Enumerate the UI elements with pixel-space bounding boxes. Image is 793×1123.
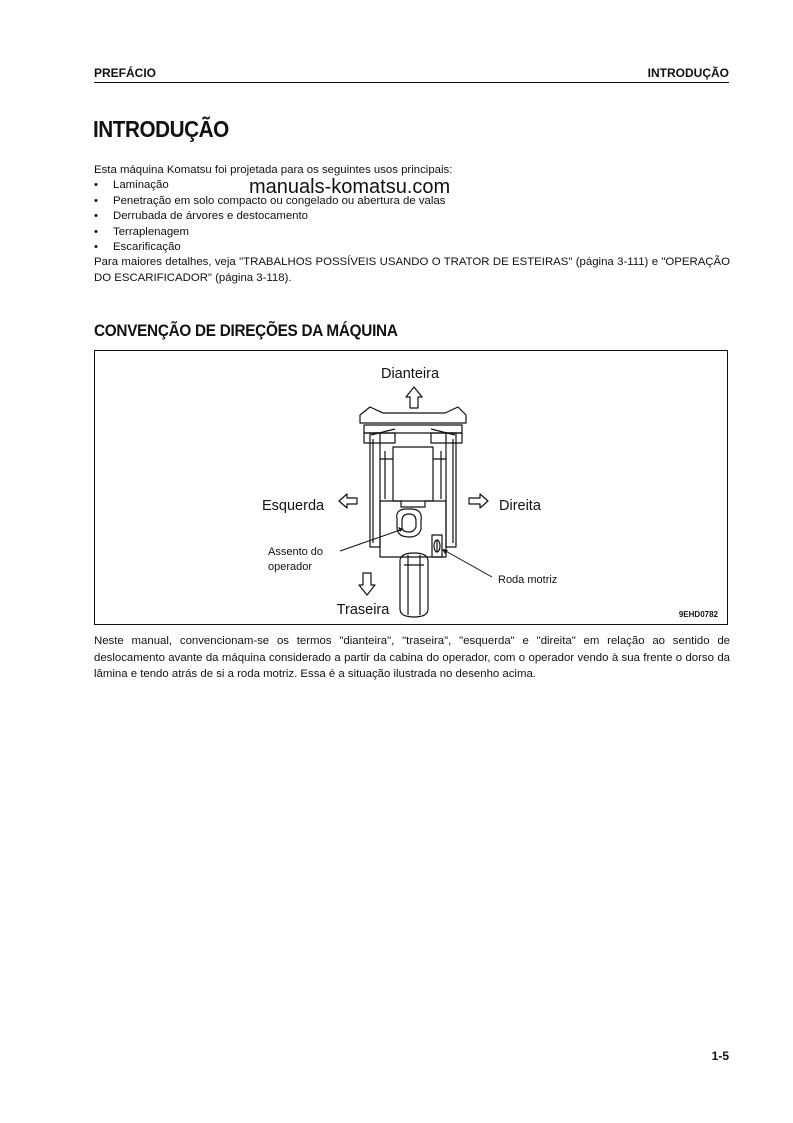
bullet: • xyxy=(94,210,98,223)
label-seat-line1: Assento do xyxy=(268,546,324,558)
label-rear: Traseira xyxy=(336,602,390,618)
intro-details: Para maiores detalhes, veja "TRABALHOS POSSÍVEIS USANDO O TRATOR DE ESTEIRAS" (página 3-111) e "OPERAÇÃO DO ESCARIFICADOR" (página 3-118). xyxy=(94,256,730,284)
label-left: Esquerda xyxy=(262,498,325,514)
bullet: • xyxy=(94,241,98,254)
label-seat-line2: operador xyxy=(268,561,313,573)
page-title: INTRODUÇÃO xyxy=(93,116,229,142)
list-item: • Terraplenagem xyxy=(94,225,730,240)
header-section-label: PREFÁCIO xyxy=(94,66,157,80)
section-title: CONVENÇÃO DE DIREÇÕES DA MÁQUINA xyxy=(94,321,398,340)
direction-figure xyxy=(94,350,728,625)
list-item: • Derrubada de árvores e destocamento xyxy=(94,209,730,224)
list-item: • Laminação xyxy=(94,178,730,193)
page-number: 1-5 xyxy=(711,1049,729,1063)
bullet: • xyxy=(94,179,98,192)
label-front: Dianteira xyxy=(380,366,440,382)
bullet: • xyxy=(94,225,98,238)
header-chapter-label: INTRODUÇÃO xyxy=(647,66,729,80)
list-item: • Penetração em solo compacto ou congelado ou abertura de valas xyxy=(94,194,730,209)
figure-code: 9EHD0782 xyxy=(678,610,718,619)
bulldozer-top-view-illustration xyxy=(95,351,729,626)
list-item: • Escarificação xyxy=(94,240,730,255)
intro-lead: Esta máquina Komatsu foi projetada para os seguintes usos principais: xyxy=(94,164,453,176)
section-body-text: Neste manual, convencionam-se os termos "dianteira", "traseira", "esquerda" e "direita" em relação ao sentido de deslocamento avante da máquina considerado a partir da cabina do operador, com o operador vendo à sua frente o dorso da lâmina e tendo atrás de si a roda motriz. Essa é a situação ilustrada no desenho acima. xyxy=(94,635,730,680)
bullet: • xyxy=(94,194,98,207)
watermark: manuals-komatsu.com xyxy=(249,176,451,198)
label-sprocket: Roda motriz xyxy=(498,574,558,586)
header-rule xyxy=(94,82,729,83)
label-right: Direita xyxy=(499,498,541,514)
